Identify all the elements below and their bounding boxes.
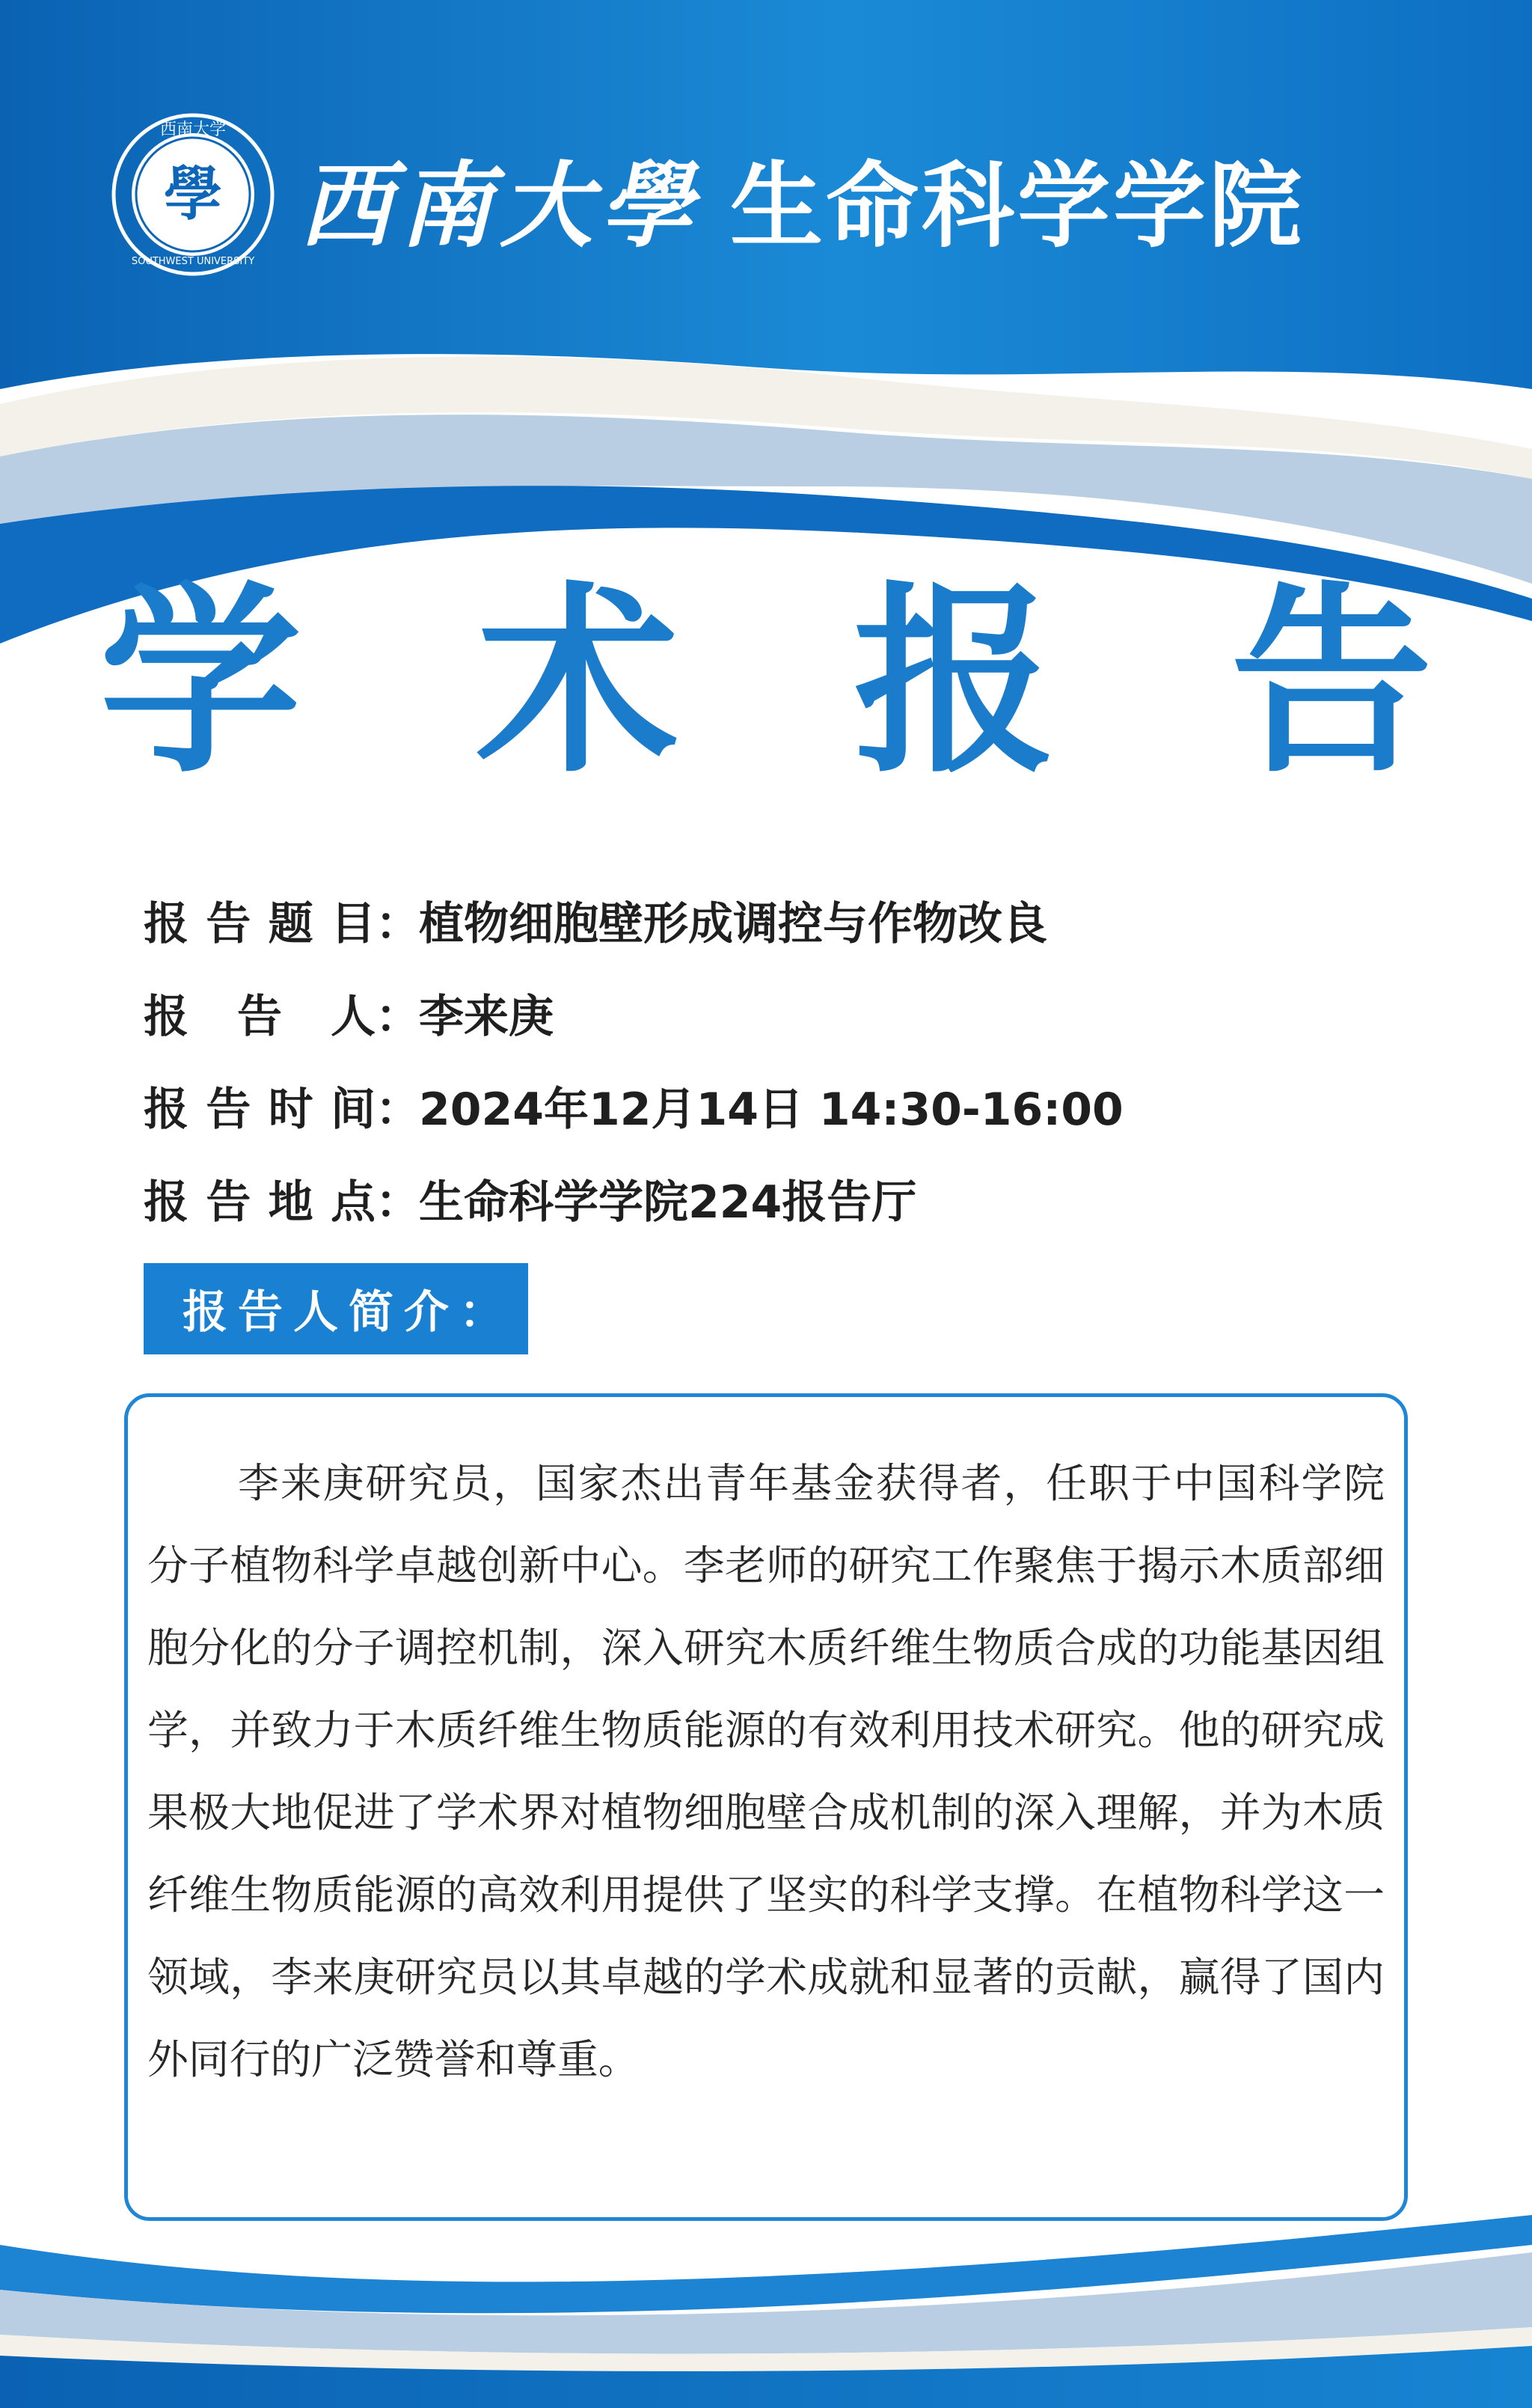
bio-text: 李来庚研究员，国家杰出青年基金获得者，任职于中国科学院分子植物科学卓越创新中心。李老师的研究工作聚焦于揭示木质部细胞分化的分子调控机制，深入研究木质纤维生物质合成的功能基因组学，并致力于木质纤维生物质能源的有效利用技术研究。他的研究成果极大地促进了学术界对植物细胞壁合成机制的深入理解，并为木质纤维生物质能源的高效利用提供了坚实的科学支撑。在植物科学这一领域，李来庚研究员以其卓越的学术成就和显著的贡献，赢得了国内外同行的广泛赞誉和尊重。 <box>147 1459 1385 2083</box>
seal-top-text: 西南大学 <box>159 120 227 139</box>
info-value: 2024年12月14日 14:30-16:00 <box>419 1084 1124 1136</box>
info-label: 报 告 地 点 <box>144 1176 376 1229</box>
college-name: 生命科学学院 <box>730 152 1305 260</box>
bio-box <box>124 1393 1408 2221</box>
bio-heading: 报告人简介： <box>144 1263 528 1354</box>
university-name: 西南大學 <box>299 152 701 260</box>
info-colon: ： <box>376 991 420 1043</box>
university-seal-logo <box>111 112 275 277</box>
info-value: 植物细胞壁形成调控与作物改良 <box>419 898 1047 950</box>
seal-ring-text: SOUTHWEST UNIVERSITY <box>131 256 255 267</box>
info-row-speaker <box>144 967 1124 1060</box>
info-colon: ： <box>376 1084 420 1136</box>
info-value: 李来庚 <box>419 991 554 1043</box>
header-title <box>299 142 1305 260</box>
info-colon: ： <box>376 898 420 950</box>
info-row-time <box>144 1060 1124 1152</box>
info-label: 报 告 题 目 <box>144 898 376 950</box>
info-label: 报 告 人 <box>144 991 376 1043</box>
report-info <box>144 874 1124 1245</box>
info-row-topic <box>144 874 1124 967</box>
info-value: 生命科学学院224报告厅 <box>419 1176 917 1229</box>
page-title: 学 术 报 告 <box>99 562 1485 800</box>
seal-center-glyph: 學 <box>163 160 223 228</box>
info-row-location <box>144 1152 1124 1245</box>
info-label: 报 告 时 间 <box>144 1084 376 1136</box>
info-colon: ： <box>376 1176 420 1229</box>
